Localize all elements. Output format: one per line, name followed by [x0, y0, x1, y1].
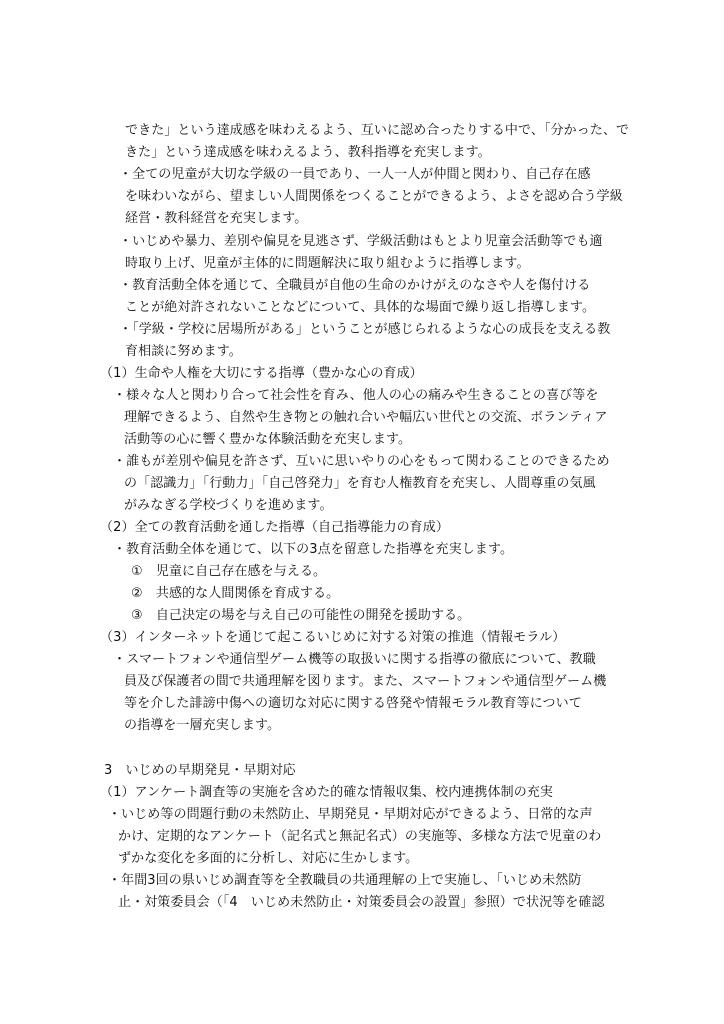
text-line: がみなぎる学校づくりを進めます。	[124, 498, 333, 513]
bullet-line: ・スマートフォンや通信型ゲーム機等の取扱いに関する指導の徹底について、教職	[113, 652, 596, 667]
text-line: きた」という達成感を味わえるよう、教科指導を充実します。	[125, 145, 491, 160]
text-line: 理解できるよう、自然や生き物との触れ合いや幅広い世代との交流、ボランティア	[124, 410, 608, 425]
numbered-item: ③ 自己決定の場を与え自己の可能性の開発を援助する。	[131, 608, 471, 623]
bullet-line: ・様々な人と関わり合って社会性を育み、他人の心の痛みや生きることの喜び等を	[113, 388, 599, 403]
text-line: ずかな変化を多面的に分析し、対応に生かします。	[118, 851, 419, 866]
bullet-line: ・教育活動全体を通じて、全職員が自他の生命のかけがえのなさや人を傷付ける	[119, 278, 591, 293]
text-line: を味わいながら、望ましい人間関係をつくることができるよう、よさを認め合う学級	[125, 189, 623, 204]
text-line: の指導を一層充実します。	[124, 718, 281, 733]
text-line: 等を介した誹謗中傷への適切な対応に関する啓発や情報モラル教育等について	[124, 696, 582, 711]
text-line: 時取り上げ、児童が主体的に問題解決に取り組むように指導します。	[125, 256, 530, 271]
text-line: できた」という達成感を味わえるよう、互いに認め合ったりする中で、「分かった、で	[125, 123, 630, 138]
bullet-line: ・「学級・学校に居場所がある」ということが感じられるような心の成長を支える教	[119, 322, 611, 337]
text-line: ことが絶対許されないことなどについて、具体的な場面で繰り返し指導します。	[125, 300, 596, 315]
bullet-line: ・いじめ等の問題行動の未然防止、早期発見・早期対応ができるよう、日常的な声	[108, 807, 593, 822]
text-line: 員及び保護者の間で共通理解を図ります。また、スマートフォンや通信型ゲーム機	[124, 674, 607, 689]
chapter-heading: 3 いじめの早期発見・早期対応	[104, 763, 296, 778]
section-heading: （3）インターネットを通じて起こるいじめに対する対策の推進（情報モラル）	[100, 630, 566, 645]
text-line: 経営・教科経営を充実します。	[125, 211, 308, 226]
bullet-line: ・全ての児童が大切な学級の一員であり、一人一人が仲間と関わり、自己存在感	[119, 167, 591, 182]
text-line: かけ、定期的なアンケート（記名式と無記名式）の実施等、多様な方法で児童のわ	[118, 829, 602, 844]
numbered-item: ② 共感的な人間関係を育成する。	[131, 586, 340, 601]
section-heading: （1）アンケート調査等の実施を含めた的確な情報収集、校内連携体制の充実	[100, 785, 553, 800]
bullet-line: ・教育活動全体を通じて、以下の3点を留意した指導を充実します。	[113, 542, 514, 557]
numbered-item: ① 児童に自己存在感を与える。	[131, 564, 327, 579]
text-line: 止・対策委員会（「4 いじめ未然防止・対策委員会の設置」参照）で状況等を確認	[118, 895, 605, 910]
text-line: 育相談に努めます。	[125, 344, 242, 359]
bullet-line: ・年間3回の県いじめ調査等を全教職員の共通理解の上で実施し、「いじめ未然防	[108, 873, 582, 888]
text-line: の「認識力」「行動力」「自己啓発力」を育む人権教育を充実し、人間尊重の気風	[124, 476, 596, 491]
bullet-line: ・誰もが差別や偏見を許さず、互いに思いやりの心をもって関わることのできるため	[113, 454, 610, 469]
bullet-line: ・いじめや暴力、差別や偏見を見逃さず、学級活動はもとより児童会活動等でも適	[119, 234, 603, 249]
section-heading: （1）生命や人権を大切にする指導（豊かな心の育成）	[100, 366, 423, 381]
text-line: 活動等の心に響く豊かな体験活動を充実します。	[124, 432, 412, 447]
section-heading: （2）全ての教育活動を通した指導（自己指導能力の育成）	[100, 520, 449, 535]
